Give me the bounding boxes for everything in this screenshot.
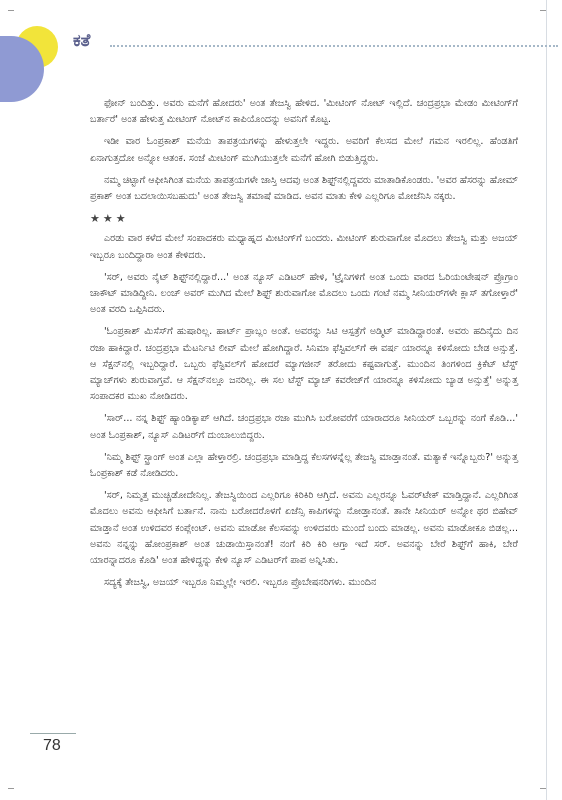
paragraph: 'ಸರ್, ನಿಮ್ಮತ್ತ ಮುಚ್ಚಿಡೋದೇನಿಲ್ಲ. ತೇಜಸ್ವಿಯಿಂದ ಎಲ್ಲರಿಗೂ ಕಿರಿಕಿರಿ ಆಗ್ತಿದೆ. ಅವನು ಎಲ್ಲರನ್ನೂ ಓವರ್‌ಟೇಕ್ ಮಾಡ್ತಿದ್ದಾನೆ. ಎಲ್ಲರಿಗಿಂತ ಮೊದಲು ಅವನು ಆಫೀಸಿಗೆ ಬರ್ತಾನೆ. ನಾನು ಬರೋದರೊಳಗೆ ಏಜೆನ್ಸಿ ಕಾಪಿಗಳನ್ನು ನೋಡ್ತಾನಂತೆ. ತಾನೇ ಸೀನಿಯರ್ ಅನ್ನೋ ಥರ ಬಿಹೇವ್ ಮಾಡ್ತಾನೆ ಅಂತ ಉಳಿದವರ ಕಂಪ್ಲೇಂಟ್. ಅವನು ಮಾಡೋ ಕೆಲಸವನ್ನು ಉಳಿದವರು ಮುಂದೆ ಬಂದು ಮಾಡಲ್ಲ. ಅವನು ಮಾಡೋಕೂ ಬಿಡಲ್ಲ... ಅವನು ನನ್ನನ್ನು ಹೋಂಪ್ರಕಾಶ್ ಅಂತ ಚುಡಾಯಿಸ್ತಾನಂತೆ! ನಂಗೆ ಕಿರಿ ಕಿರಿ ಆಗ್ತಾ ಇದೆ ಸರ್. ಅವನನ್ನು ಬೇರೆ ಶಿಫ್ಟ್‌ಗೆ ಹಾಕಿ, ಬೇರೆ ಯಾರನ್ನಾದರೂ ಕೊಡಿ' ಅಂತ ಹೇಳಿದ್ದನ್ನು ಕೇಳಿ ನ್ಯೂಸ್ ಎಡಿಟರ್‌ಗೆ ಪಾಪ ಅನ್ನಿಸಿತು.	[90, 490, 518, 567]
page-edge-rule	[546, 0, 547, 800]
paragraph: 'ಸರ್, ಅವರು ನೈಟ್ ಶಿಫ್ಟ್‌ನಲ್ಲಿದ್ದಾರೆ...' ಅಂತ ನ್ಯೂಸ್ ಎಡಿಟರ್ ಹೇಳಿ, 'ಟ್ರೈನಿಗಳಿಗೆ ಅಂತ ಒಂದು ವಾರದ ಓರಿಯಂಟೇಷನ್ ಪ್ರೊಗ್ರಾಂ ಚಾಕೌಟ್ ಮಾಡಿದ್ದೀನಿ. ಲಂಚ್ ಅವರ್ ಮುಗಿದ ಮೇಲೆ ಶಿಫ್ಟ್ ಶುರುವಾಗೋ ಮೊದಲು ಒಂದು ಗಂಟೆ ನಮ್ಮ ಸೀನಿಯರ್‌ಗಳೇ ಕ್ಲಾಸ್ ತಗೋಳ್ತಾರೆ' ಅಂತ ವರದಿ ಒಪ್ಪಿಸಿದರು.	[90, 271, 518, 316]
crop-mark	[540, 788, 546, 795]
crop-mark	[8, 10, 14, 17]
section-title: ಕತೆ	[73, 31, 91, 51]
paragraph: ಎರಡು ವಾರ ಕಳೆದ ಮೇಲೆ ಸಂಪಾದಕರು ಮಧ್ಯಾಹ್ನದ ಮೀಟಿಂಗ್‌ಗೆ ಬಂದರು. ಮೀಟಿಂಗ್ ಶುರುವಾಗೋ ಮೊದಲು ತೇಜಸ್ವಿ ಮತ್ತು ಅಜಯ್ ಇಬ್ಬರೂ ಬಂದಿದ್ದಾರಾ ಅಂತ ಕೇಳಿದರು.	[90, 233, 518, 261]
paragraph: ಇಡೀ ವಾರ ಓಂಪ್ರಕಾಶ್ ಮನೆಯ ತಾಪತ್ರಯಗಳನ್ನು ಹೇಳುತ್ತಲೇ ಇದ್ದರು. ಅವರಿಗೆ ಕೆಲಸದ ಮೇಲೆ ಗಮನ ಇರಲಿಲ್ಲ. ಹೆಂಡತಿಗೆ ಏನಾಗುತ್ತದೋ ಅನ್ನೋ ಆತಂಕ. ಸಂಜೆ ಮೀಟಿಂಗ್ ಮುಗಿಯುತ್ತಲೇ ಮನೆಗೆ ಹೋಗಿ ಬಿಡುತ್ತಿದ್ದರು.	[90, 136, 518, 164]
paragraph: 'ಓಂಪ್ರಕಾಶ್ ಮಿಸೆಸ್‌ಗೆ ಹುಷಾರಿಲ್ಲ. ಹಾರ್ಟ್ ಪ್ರಾಬ್ಲಂ ಅಂತೆ. ಅವರನ್ನು ಸಿಟಿ ಆಸ್ಪತ್ರೆಗೆ ಅಡ್ಮಿಟ್ ಮಾಡಿದ್ದಾರಂತೆ. ಅವರು ಹದಿನೈದು ದಿನ ರಜಾ ಹಾಕಿದ್ದಾರೆ. ಚಂದ್ರಪ್ರಭಾ ಮೆಟರ್ನಿಟಿ ಲೀವ್ ಮೇಲೆ ಹೋಗಿದ್ದಾರೆ. ಸಿನಿಮಾ ಫೆಸ್ಟಿವಲ್‌ಗೆ ಈ ವರ್ಷ ಯಾರನ್ನೂ ಕಳಿಸೋದು ಬೇಡ ಅನ್ಸುತ್ತೆ. ಆ ಸೆಕ್ಷನ್‌ನಲ್ಲಿ ಇಬ್ಬರಿದ್ದಾರೆ. ಒಬ್ಬರು ಫೆಸ್ಟಿವಲ್‌ಗೆ ಹೋದರೆ ಮ್ಯಾಗಜೀನ್ ತರೋದು ಕಷ್ಟವಾಗುತ್ತೆ. ಮುಂದಿನ ತಿಂಗಳಿಂದ ಕ್ರಿಕೆಟ್ ಟೆಸ್ಟ್ ಮ್ಯಾಚ್‌ಗಳು ಶುರುವಾಗ್ತವೆ. ಆ ಸೆಕ್ಷನ್‌ನಲ್ಲೂ ಜನರಿಲ್ಲ. ಈ ಸಲ ಟೆಸ್ಟ್ ಮ್ಯಾಚ್ ಕವರೇಜ್‌ಗೆ ಯಾರನ್ನೂ ಕಳಿಸೋದು ಬ್ಯಾಡ ಅನ್ಸುತ್ತೆ' ಅನ್ನುತ್ತ ಸಂಪಾದಕರ ಮುಖ ನೋಡಿದರು.	[90, 326, 518, 403]
paragraph: 'ಸಾರ್... ನನ್ನ ಶಿಫ್ಟ್ ಹ್ಯಾಂಡಿಕ್ಯಾಪ್ ಆಗಿದೆ. ಚಂದ್ರಪ್ರಭಾ ರಜಾ ಮುಗಿಸಿ ಬರೋವರೆಗೆ ಯಾರಾದರೂ ಸೀನಿಯರ್ ಒಬ್ಬರನ್ನು ನಂಗೆ ಕೊಡಿ...' ಅಂತ ಓಂಪ್ರಕಾಶ್, ನ್ಯೂಸ್ ಎಡಿಟರ್‌ಗೆ ದುಂಬಾಲುಬಿದ್ದರು.	[90, 413, 518, 441]
paragraph: ನಮ್ಮ ಚಿಟ್ಟಾಗೆ ಆಫೀಸಿಗಿಂತ ಮನೆಯ ತಾಪತ್ರಯಗಳೇ ಜಾಸ್ತಿ ಆದವು ಅಂತ ಶಿಫ್ಟ್‌ನಲ್ಲಿದ್ದವರು ಮಾತಾಡಿಕೊಂಡರು. 'ಅವರ ಹೆಸರನ್ನು ಹೋಮ್ ಪ್ರಕಾಶ್ ಅಂತ ಬದಲಾಯಿಸಬಹುದು' ಅಂತ ತೇಜಸ್ವಿ ತಮಾಷೆ ಮಾಡಿದ. ಅವನ ಮಾತು ಕೇಳಿ ಎಲ್ಲರಿಗೂ ಮೋಜೆನಿಸಿ ನಕ್ಕರು.	[90, 174, 518, 203]
scene-break-stars: ★★★	[90, 212, 129, 226]
crop-mark	[540, 10, 546, 17]
paragraph: ಸದ್ಯಕ್ಕೆ ತೇಜಸ್ವಿ, ಅಜಯ್ ಇಬ್ಬರೂ ನಿಮ್ಮಲ್ಲೇ ಇರಲಿ. ಇಬ್ಬರೂ ಪ್ರೊಬೇಷನರಿಗಳು. ಮುಂದಿನ	[104, 577, 377, 589]
page-number: 78	[43, 737, 61, 754]
page-number-rule	[30, 733, 76, 734]
paragraph: 'ನಿಮ್ಮ ಶಿಫ್ಟ್ ಸ್ಟ್ರಾಂಗ್ ಅಂತ ಎಲ್ಲಾ ಹೇಳ್ತಾರಲ್ರಿ. ಚಂದ್ರಪ್ರಭಾ ಮಾಡ್ತಿದ್ದ ಕೆಲಸಗಳನ್ನೆಲ್ಲ ತೇಜಸ್ವಿ ಮಾಡ್ತಾನಂತೆ. ಮತ್ಯಾಕೆ ಇನ್ನೊಬ್ಬರು?' ಅನ್ನುತ್ತ ಓಂಪ್ರಕಾಶ್ ಕಡೆ ನೋಡಿದರು.	[90, 451, 518, 480]
crop-mark	[8, 788, 14, 795]
header-dotted-rule	[110, 45, 558, 47]
story-body	[90, 96, 518, 597]
paragraph: ಫೋನ್ ಬಂದಿತ್ತು. ಅವರು ಮನೆಗೆ ಹೋದರು' ಅಂತ ತೇಜಸ್ವಿ ಹೇಳಿದ. 'ಮೀಟಿಂಗ್ ನೋಟ್ ಇಲ್ಲಿದೆ. ಚಂದ್ರಪ್ರಭಾ ಮೇಡಂ ಮೀಟಿಂಗ್‌ಗೆ ಬರ್ತಾರೆ' ಅಂತ ಹೇಳುತ್ತ ಮೀಟಿಂಗ್ ನೋಟ್‌ನ ಕಾಪಿಯೊಂದನ್ನು ಅವನಿಗೆ ಕೊಟ್ಟ.	[90, 98, 518, 126]
